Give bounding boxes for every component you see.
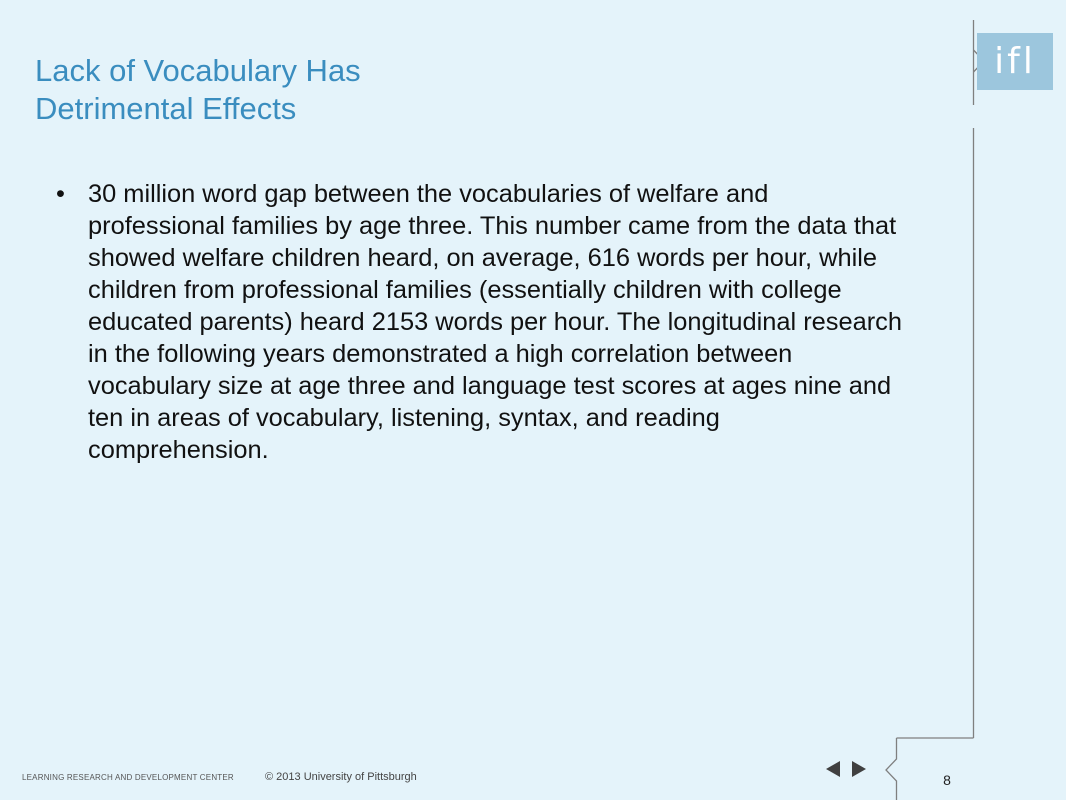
- footer-copyright: © 2013 University of Pittsburgh: [265, 771, 417, 783]
- bullet-text: 30 million word gap between the vocabularies of welfare and professional families by age three. This number came from the data that showed welfare children heard, on average, 616 words per hour, while children from professional families (essentially children with college educated parents) heard 2153 words per hour. The longitudinal research in the following years demonstrated a high correlation between vocabulary size at age three and language test scores at ages nine and ten in areas of vocabulary, listening, syntax, and reading comprehension.: [88, 180, 902, 464]
- bullet-list: [56, 178, 906, 466]
- slide-title-line-1: Lack of Vocabulary Has: [35, 53, 361, 88]
- bullet-item: [56, 178, 906, 466]
- slide-title: [35, 52, 915, 128]
- ifl-logo: [977, 33, 1053, 90]
- next-slide-button[interactable]: [849, 759, 869, 779]
- triangle-right-icon: [849, 759, 869, 779]
- slide-title-line-2: Detrimental Effects: [35, 91, 297, 126]
- bullet-dot-icon: •: [56, 180, 65, 208]
- previous-slide-button[interactable]: [823, 759, 843, 779]
- footer-organization: LEARNING RESEARCH AND DEVELOPMENT CENTER: [22, 773, 234, 782]
- triangle-left-icon: [823, 759, 843, 779]
- ifl-logo-text: ifl: [994, 41, 1036, 82]
- page-number: 8: [943, 772, 951, 788]
